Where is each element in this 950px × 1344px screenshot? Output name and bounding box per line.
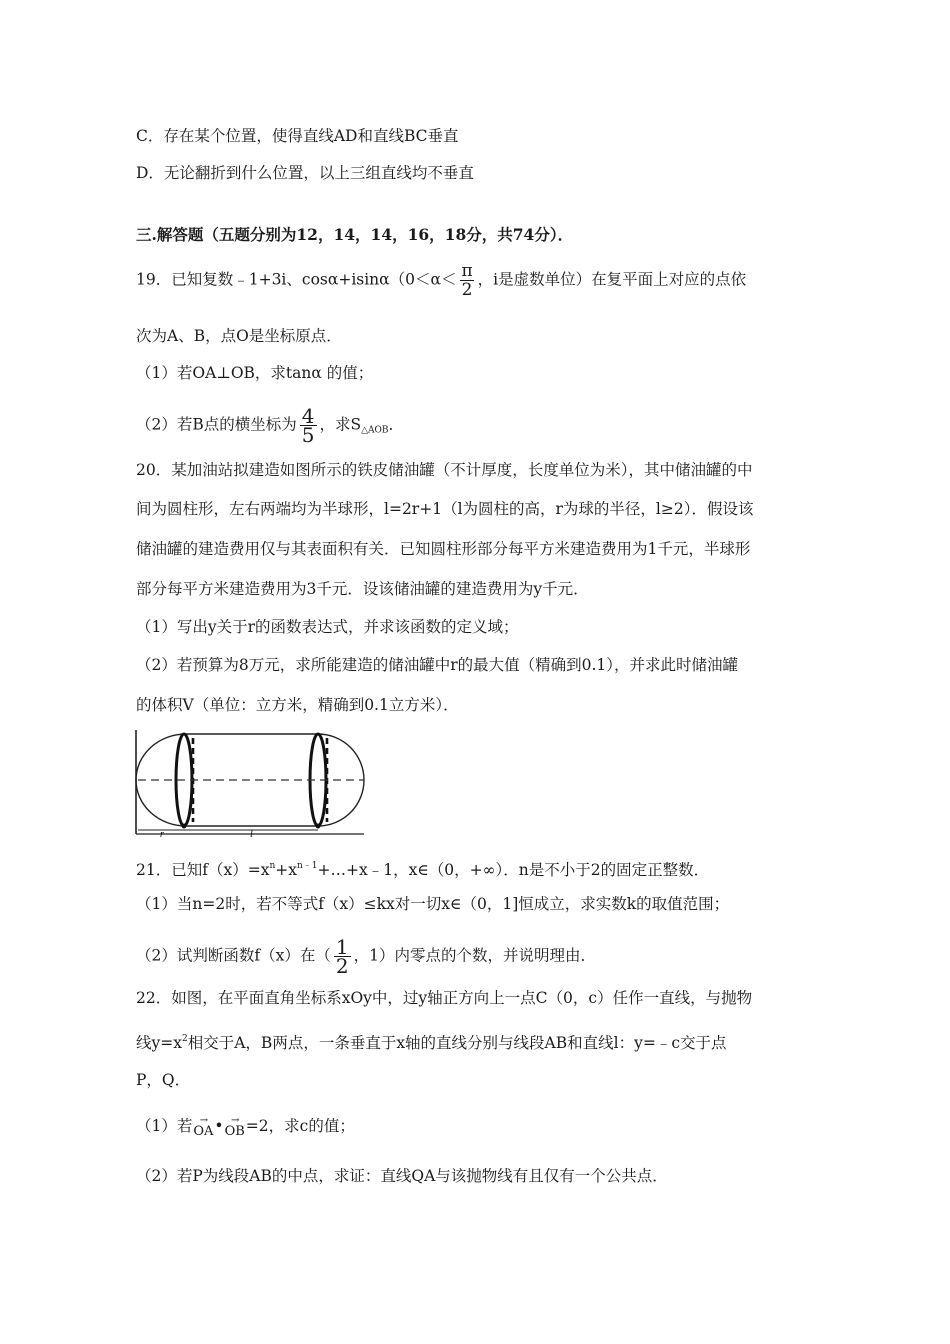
q19-fraction-pi-over-2 <box>459 262 474 299</box>
q22-l2-pre: 线y=x <box>136 1034 182 1052</box>
q19-p2-den: 5 <box>301 423 315 447</box>
q22-part1 <box>136 1115 355 1138</box>
q19-frac-num: π <box>461 261 473 281</box>
q19-p2-mid: ，求S <box>319 415 362 434</box>
q21-mid: +x <box>275 861 297 879</box>
q21-pre: 21．已知f（x）=x <box>136 861 270 879</box>
q20-part2: （2）若预算为8万元，求所能建造的储油罐中r的最大值（精确到0.1），并求此时储油罐 <box>136 656 739 674</box>
q20-line4: 部分每平方米建造费用为3千元．设该储油罐的建造费用为y千元． <box>136 580 589 598</box>
oil-tank-figure <box>134 728 368 840</box>
q19-p2-sub: △AOB <box>361 425 389 436</box>
vector-ob-arrow: → <box>230 1114 239 1126</box>
q21-part2 <box>136 935 596 978</box>
dot-product-sign: • <box>214 1117 224 1135</box>
q19-frac-den: 2 <box>461 280 473 300</box>
right-point <box>316 824 321 829</box>
q19-p2-tail: ． <box>388 415 405 434</box>
q19-intro: 19．已知复数﹣1+3i、cosα+isinα（0＜α＜ <box>136 270 457 289</box>
q19-p2-pre: （2）若B点的横坐标为 <box>136 415 297 434</box>
q21-p2-tail: ，1）内零点的个数，并说明理由． <box>353 946 596 965</box>
q22-p1-tail: =2，求c的值； <box>245 1117 355 1135</box>
q20-part1: （1）写出y关于r的函数表达式，并求该函数的定义域； <box>136 618 519 636</box>
q22-line1: 22．如图，在平面直角坐标系xOy中，过y轴正方向上一点C（0，c）任作一直线，与抛物 <box>136 989 753 1007</box>
q20-line2: 间为圆柱形，左右两端均为半球形，l=2r+1（l为圆柱的高，r为球的半径，l≥2）．假设该 <box>136 500 754 518</box>
q22-part2: （2）若P为线段AB的中点，求证：直线QA与该抛物线有且仅有一个公共点． <box>136 1167 668 1185</box>
q20-line3: 储油罐的建造费用仅与其表面积有关．已知圆柱形部分每平方米建造费用为1千元，半球形 <box>136 540 751 558</box>
q19-line1 <box>136 262 746 299</box>
q19-intro-tail: ，i是虚数单位）在复平面上对应的点依 <box>477 270 747 289</box>
q19-fraction-4-over-5 <box>300 404 317 447</box>
q21-part1: （1）当n=2时，若不等式f（x）≤kx对一切x∈（0，1]恒成立，求实数k的取值范围； <box>136 895 730 913</box>
q19-p2-num: 4 <box>301 404 315 428</box>
q19-part2 <box>136 404 405 447</box>
q22-line3: P，Q． <box>136 1071 191 1089</box>
q21-p2-den: 2 <box>335 954 349 978</box>
vector-oa <box>193 1114 214 1139</box>
q21-p2-pre: （2）试判断函数f（x）在（ <box>136 946 331 965</box>
left-point <box>182 824 187 829</box>
q19-line2: 次为A、B，点O是坐标原点． <box>136 327 342 345</box>
q21-tail: +…+x﹣1，x∈（0，+∞）．n是不小于2的固定正整数． <box>317 861 710 879</box>
vector-ob-label: OB <box>224 1123 245 1139</box>
vector-ob <box>224 1114 245 1139</box>
q22-sup-2: 2 <box>182 1034 188 1044</box>
section-title: 三.解答题（五题分别为12，14，14，16，18分，共74分）． <box>136 225 574 244</box>
q21-p2-num: 1 <box>335 935 349 959</box>
l-label: l <box>250 829 253 840</box>
q20-part2-cont: 的体积V（单位：立方米，精确到0.1立方米）． <box>136 696 459 714</box>
q22-line2 <box>136 1028 727 1054</box>
q22-p1-pre: （1）若 <box>136 1117 193 1135</box>
option-d: D．无论翻折到什么位置，以上三组直线均不垂直 <box>136 164 474 182</box>
q19-part1: （1）若OA⊥OB，求tanα 的值； <box>136 364 374 382</box>
option-c: C．存在某个位置，使得直线AD和直线BC垂直 <box>136 127 459 145</box>
vector-oa-label: OA <box>193 1123 214 1139</box>
r-label: r <box>160 829 164 840</box>
q22-l2-tail: 相交于A，B两点，一条垂直于x轴的直线分别与线段AB和直线l：y=﹣c交于点 <box>187 1034 727 1052</box>
q21-sup-n: n <box>269 861 276 871</box>
q21-fraction-1-over-2 <box>334 935 351 978</box>
vector-oa-arrow: → <box>199 1114 208 1126</box>
q20-line1: 20．某加油站拟建造如图所示的铁皮储油罐（不计厚度，长度单位为米），其中储油罐的中 <box>136 461 753 479</box>
q21-line1 <box>136 855 709 881</box>
q21-sup-n-minus-1: n﹣1 <box>296 861 318 871</box>
